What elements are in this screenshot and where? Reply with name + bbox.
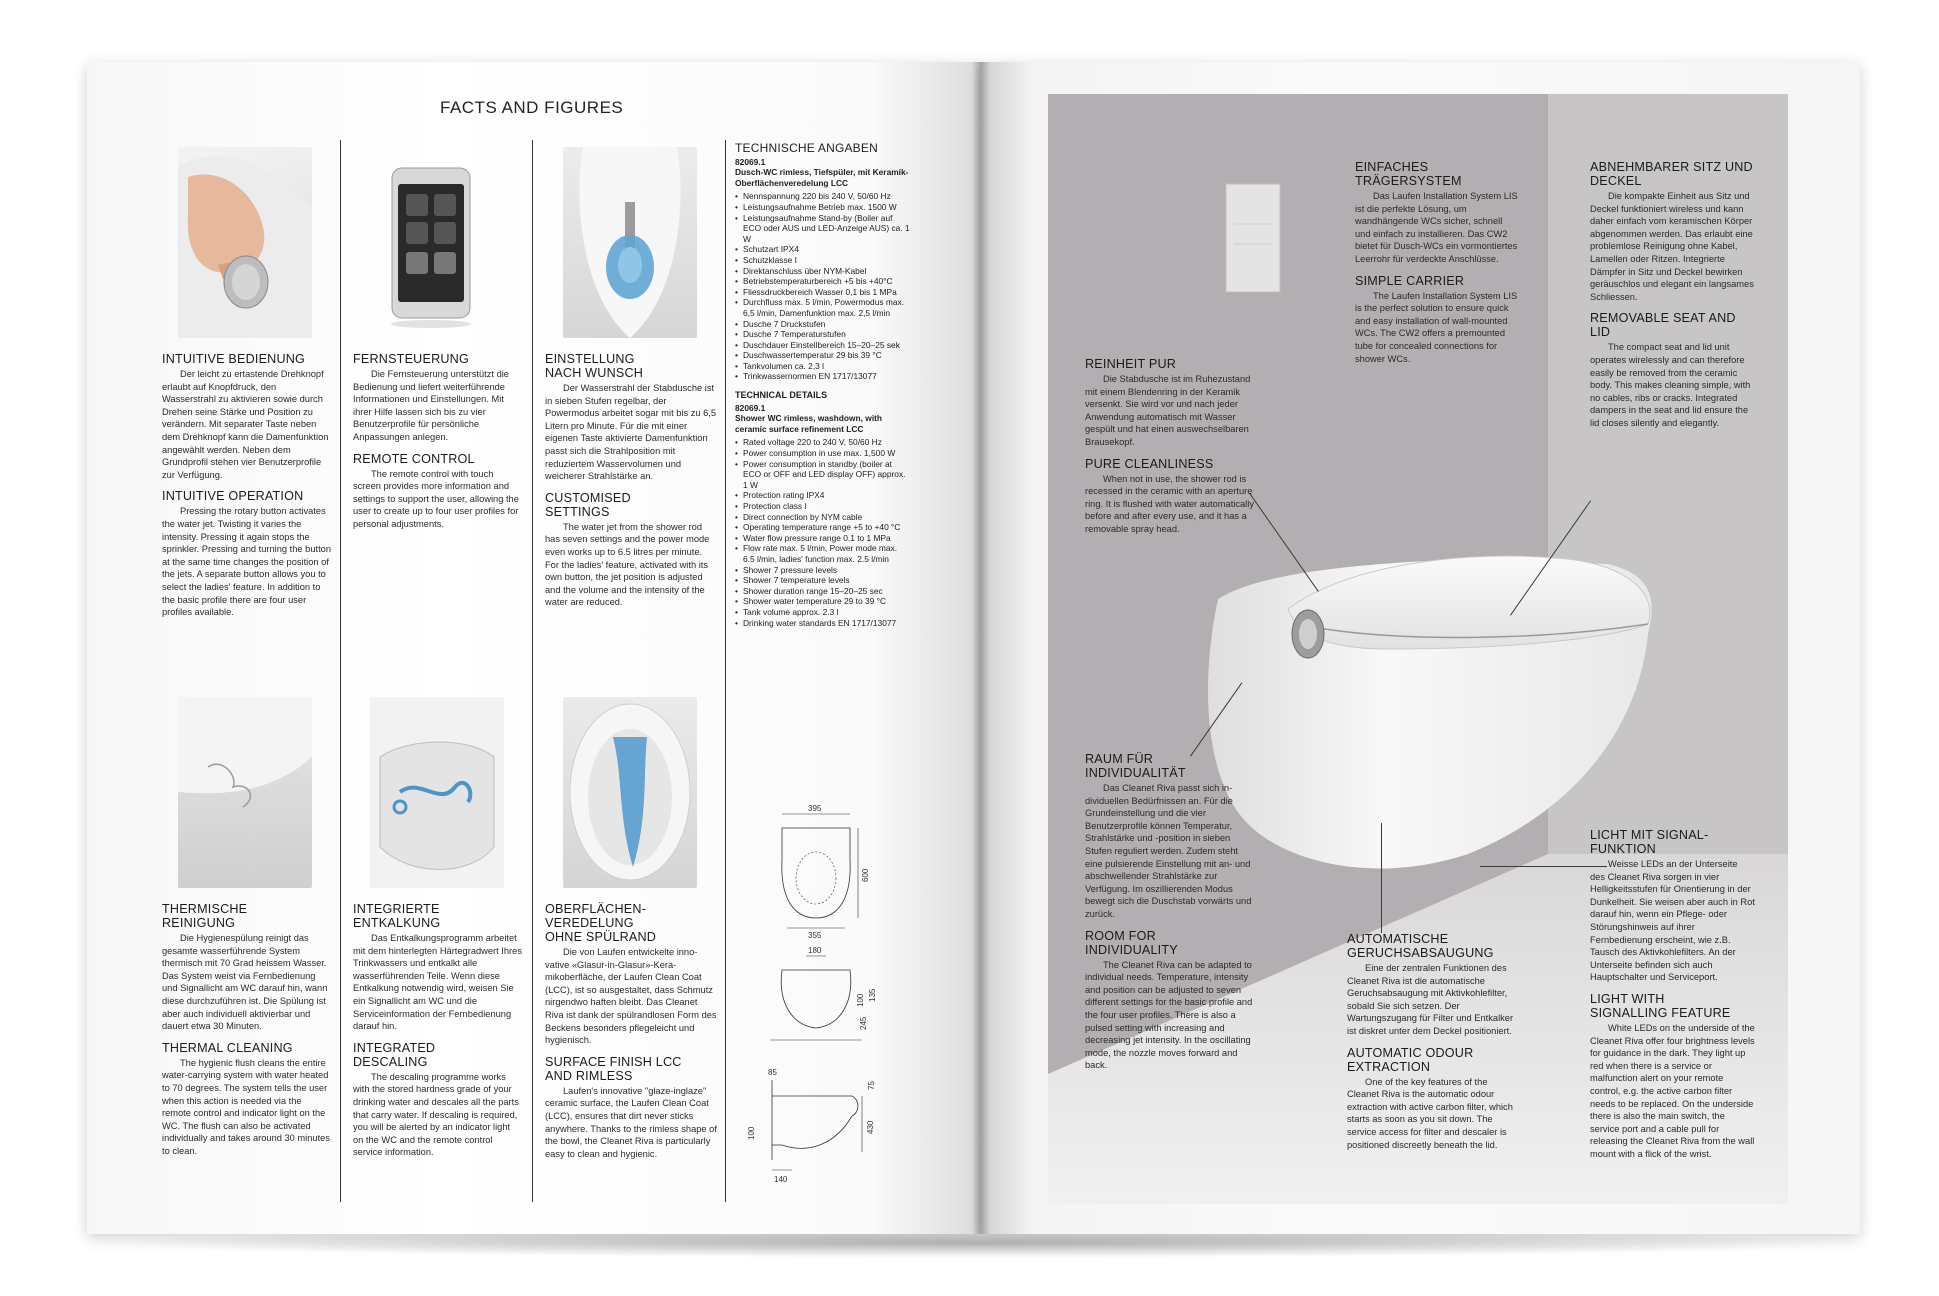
- remote-control-illustration: [370, 160, 490, 330]
- section-heading: THERMISCHE REINIGUNG: [162, 902, 248, 930]
- spec-item: • Leistungsaufnahme Betrieb max. 1500 W: [743, 202, 910, 213]
- section-body: The compact seat and lid unit operates wirelessly and can therefore easily be removed from the ceramic body. This makes cleaning simple, with no cables, ribs or cracks. Integrated dampers in the seat and lid ensure the lid closes silently and elegantly.: [1590, 342, 1751, 428]
- section-heading: LIGHT WITH SIGNALLING FEATURE: [1590, 991, 1731, 1020]
- spec-item: • Direct connection by NYM cable: [743, 512, 910, 523]
- section-heading: LICHT MIT SIGNALFUNKTION: [1590, 828, 1709, 856]
- spec-list-en: [735, 437, 910, 628]
- spec-item: • Flow rate max. 5 l/min, Power mode max. 6.5 l/min, ladies' function max. 2.5 l/min: [743, 543, 910, 564]
- spec-item: • Shower 7 temperature levels: [743, 575, 910, 586]
- section-body: Die Fernsteuerung unterstützt die Bedienung und liefert weiterführende Informationen und Einstellungen. Mit ihrer Hilfe lassen sich bis zu vier Benutzerprofile für persönliche Anpassungen anlegen.: [353, 369, 509, 442]
- spec-item: • Betriebstemperaturbereich +5 bis +40°C: [743, 276, 910, 287]
- section-body: Die von Laufen entwickelte innovative «Glasur-in-Glasur»-Keramikoberfläche, der Laufen Clean Coat (LCC), ist so ausgestaltet, dass Schmutz nirgendwo haften bleibt. Das Cleanet Riva ist dank der spülrandlosen Form des Beckens besonders pflegeleicht und hygienisch.: [545, 947, 717, 1046]
- spec-item: • Duschwassertemperatur 29 bis 39 °C: [743, 350, 910, 361]
- spec-item: • Dusche 7 Druckstufen: [743, 319, 910, 330]
- page-title: FACTS AND FIGURES: [440, 98, 624, 117]
- section-heading: INTEGRIERTE ENTKALKUNG: [353, 902, 441, 930]
- section-body: Die Hygienespülung reinigt das gesamte wasserführende System thermisch mit 70 Grad heissem Wasser. Das System weist via Fernbedienung und Signallicht am WC darauf hin, wann diese durchzuführen ist. Die Spülung ist aber auch individuell aktivierbar und dauert etwa 30 Minuten.: [162, 933, 328, 1032]
- column-divider: [725, 140, 726, 1202]
- dim-430: 430: [866, 1120, 875, 1134]
- section-heading: ABNEHMBARER SITZ UND DECKEL: [1590, 160, 1753, 188]
- tech-heading-de: TECHNISCHE ANGABEN: [735, 141, 878, 155]
- seat-text-block: [1590, 160, 1755, 438]
- section-heading: RAUM FÜR INDIVIDUALITÄT: [1085, 752, 1186, 780]
- spec-item: • Protection rating IPX4: [743, 490, 910, 501]
- section-body: White LEDs on the underside of the Cleanet Riva offer four brightness levels for guidance in the dark. They light up red when there is a service or malfunction alert on your remote control, e.g. the active carbon filter needs to be replaced. On the underside there is also the main switch, the service port and a cable pull for releasing the Cleanet Riva from the wall mount with a flick of the wrist.: [1590, 1022, 1755, 1159]
- rimless-bowl-photo: [563, 697, 697, 888]
- spec-item: • Drinking water standards EN 1717/13077: [743, 618, 910, 629]
- section-heading: SIMPLE CARRIER: [1355, 273, 1465, 288]
- dim-395: 395: [808, 804, 822, 813]
- section-body: Das Laufen Installation System LIS ist die perfekte Lösung, um wandhängende WCs sicher, schnell und einfach zu installieren. Das CW2 bietet für Dusch-WCs ein vormontiertes Leerrohr für verdeckte Anschlüsse.: [1355, 191, 1518, 264]
- section-heading: REMOVABLE SEAT AND LID: [1590, 311, 1736, 340]
- text-column-2: [353, 352, 523, 539]
- section-body: One of the key features of the Cleanet Riva is the automatic odour extraction with active carbon filter, which starts as soon as you sit down. The service access for filter and descaler is positioned discreetly beneath the lid.: [1347, 1076, 1513, 1150]
- spec-item: • Water flow pressure range 0.1 to 1 MPa: [743, 533, 910, 544]
- section-body: Die kompakte Einheit aus Sitz und Deckel funktioniert wireless und kann daher einfach vom keramischen Körper abgenommen werden. Das erlaubt eine problemlose Reinigung ohne Kabel, Lamellen oder Ritzen. Integrierte Dämpfer in Sitz und Deckel bewirken geräuschlos und elegant ein langsames Schliessen.: [1590, 191, 1754, 302]
- section-body: When not in use, the shower rod is recessed in the ceramic with an aperture ring. It is flushed with water automatically before and after every use, and it has a removable spray head.: [1085, 473, 1254, 534]
- spec-item: • Schutzklasse I: [743, 255, 910, 266]
- book-spine: [972, 62, 990, 1234]
- spec-item: • Nennspannung 220 bis 240 V, 50/60 Hz: [743, 191, 910, 202]
- spec-item: • Dusche 7 Temperaturstufen: [743, 329, 910, 340]
- section-heading: THERMAL CLEANING: [162, 1040, 293, 1055]
- thermal-cleaning-photo: [178, 697, 312, 888]
- section-heading: EINSTELLUNG NACH WUNSCH: [545, 352, 644, 380]
- spec-item: • Protection class I: [743, 501, 910, 512]
- spec-item: • Power consumption in standby (boiler at ECO or OFF and LED display OFF) approx. 1 W: [743, 459, 910, 491]
- remote-control-photo: [370, 160, 490, 330]
- flush-plate: [1226, 184, 1280, 292]
- spec-item: • Tankvolumen ca. 2,3 l: [743, 361, 910, 372]
- section-body: Der leicht zu ertastende Drehknopf erlaubt auf Knopfdruck, den Wasserstrahl zu aktivieren sowie durch Drehen seine Stärke und Position zu verändern. Mit separater Taste neben dem Drehknopf kann die Damenfunktion angewählt werden. Neben dem Grundprofil stehen vier Benutzerprofile zur Verfügung.: [162, 369, 329, 480]
- dim-135: 135: [868, 988, 877, 1002]
- spec-item: • Power consumption in use max. 1,500 W: [743, 448, 910, 459]
- text-column-3: [545, 352, 717, 617]
- section-heading: INTUITIVE BEDIENUNG: [162, 352, 306, 366]
- spec-item: • Leistungsaufnahme Stand-by (Boiler auf ECO oder AUS und LED-Anzeige AUS) ca. 1 W: [743, 213, 910, 245]
- leader-line: [1381, 823, 1382, 933]
- section-heading: FERNSTEUERUNG: [353, 352, 469, 366]
- dim-100b: 100: [747, 1126, 756, 1140]
- descaling-illustration: [370, 697, 504, 888]
- light-text-block: [1590, 828, 1755, 1168]
- nozzle-steam-illustration: [178, 697, 312, 888]
- spec-item: • Shower 7 pressure levels: [743, 565, 910, 576]
- section-heading: PURE CLEANLINESS: [1085, 456, 1214, 471]
- section-body: The water jet from the shower rod has seven settings and the power mode even works up to 6.5 litres per minute. For the ladies' feature, activated with its own button, the jet position is adjusted and the volume and the intensity of the water are reduced.: [545, 521, 710, 608]
- spec-item: • Shower water temperature 29 to 39 °C: [743, 596, 910, 607]
- spec-item: • Direktanschluss über NYM-Kabel: [743, 266, 910, 277]
- side-view-drawing: [747, 1068, 876, 1184]
- dim-600: 600: [861, 868, 870, 882]
- section-heading: SURFACE FINISH LCC AND RIMLESS: [545, 1054, 682, 1083]
- carrier-text-block: [1355, 160, 1520, 373]
- section-heading: ROOM FOR INDIVIDUALITY: [1085, 928, 1178, 957]
- top-view-drawing: [782, 804, 870, 940]
- dim-85: 85: [768, 1068, 777, 1077]
- dim-100a: 100: [856, 993, 865, 1007]
- front-view-drawing: [770, 946, 877, 1040]
- section-heading: AUTOMATIC ODOUR EXTRACTION: [1347, 1045, 1474, 1074]
- spec-item: • Durchfluss max. 5 l/min, Powermodus max. 6,5 l/min, Damenfunktion max. 2,5 l/min: [743, 297, 910, 318]
- odour-text-block: [1347, 932, 1517, 1159]
- spec-item: • Trinkwassernormen EN 1717/13077: [743, 371, 910, 382]
- spec-item: • Rated voltage 220 to 240 V, 50/60 Hz: [743, 437, 910, 448]
- rotary-knob-photo: [178, 147, 312, 338]
- product-subtitle-de: Dusch-WC rimless, Tiefspüler, mit Keramik-Oberflächenveredelung LCC: [735, 167, 909, 188]
- dim-180: 180: [808, 946, 822, 955]
- spec-item: • Duschdauer Einstellbereich 15–20–25 sek: [743, 340, 910, 351]
- descaling-photo: [370, 697, 504, 888]
- text-column-2-lower: [353, 902, 523, 1167]
- section-body: Pressing the rotary button activates the water jet. Twisting it varies the intensity. Pressing it again stops the sprinkler. Pressing and turning the button at the same time changes the position of the jets. A separate button allows you to select the ladies' feature. In addition to the basic profile there are four user profiles available.: [162, 506, 331, 618]
- section-body: Das Cleanet Riva passt sich individuellen Bedürfnissen an. Für die Grundeinstellung und die vier Benutzerprofile können Temperatur, Strahlstärke und -position in sieben Stufen reguliert werden. Zudem steht eine pulsierende Einstellung mit an- und abschwellender Strahlstärke zur Verfügung. Im oszillierenden Modus bewegt sich die Duschstab vorwärts und zurück.: [1085, 783, 1252, 919]
- section-heading: REINHEIT PUR: [1085, 357, 1177, 371]
- dim-245: 245: [859, 1016, 868, 1030]
- leader-line: [1480, 866, 1607, 867]
- section-body: Eine der zentralen Funktionen des Cleanet Riva ist die automatische Geruchsabsaugung mit Aktivkohlefilter, sobald Sie sich setzen. Der Wartungszugang für Filter und Entkalker ist diskret unter dem Deckel positioniert.: [1347, 963, 1514, 1036]
- section-heading: CUSTOMISED SETTINGS: [545, 490, 631, 519]
- spec-item: • Operating temperature range +5 to +40 °C: [743, 522, 910, 533]
- tech-heading-en: TECHNICAL DETAILS: [735, 390, 828, 401]
- text-column-1: [162, 352, 332, 627]
- section-heading: OBERFLÄCHENVEREDELUNG OHNE SPÜLRAND: [545, 902, 657, 944]
- section-heading: INTUITIVE OPERATION: [162, 489, 304, 504]
- spec-list-de: [735, 191, 910, 382]
- article-number-de: 82069.1: [735, 156, 766, 167]
- spec-item: • Tank volume approx. 2.3 l: [743, 607, 910, 618]
- section-heading: REMOTE CONTROL: [353, 451, 475, 466]
- section-body: Das Entkalkungsprogramm arbeitet mit dem hinterlegten Härtegradwert Ihres Trinkwassers und entkalkt alle wasserführenden Teile. Wenn diese Entkalkung notwendig wird, weisen Sie ein Signallicht am WC und die Serviceinformation der Fernbedienung darauf hin.: [353, 933, 522, 1032]
- text-column-3-lower: [545, 902, 717, 1168]
- shower-jet-photo: [563, 147, 697, 338]
- spec-item: • Shower duration range 15–20–25 sec: [743, 586, 910, 597]
- section-body: The remote control with touch screen provides more information and settings to support the user, allowing the user to create up to four user profiles for personal adjustments.: [353, 468, 519, 529]
- technical-drawings: [742, 800, 892, 1200]
- section-heading: INTEGRATED DESCALING: [353, 1040, 436, 1069]
- section-body: Der Wasserstrahl der Stabdusche ist in sieben Stufen regelbar, der Powermodus arbeitet sogar mit bis zu 6,5 Litern pro Minute. Für die mit einer eigenen Taste aktivierte Damenfunktion passt sich die Strahlposition mit reduziertem Wasservolumen und weicherer Strahlstärke an.: [545, 383, 717, 482]
- column-divider: [340, 140, 341, 1202]
- section-body: Die Stabdusche ist im Ruhezustand mit einem Blendenring in der Keramik versenkt. Sie wird vor und nach jeder Anwendung automatisch mit Wasser gespült und hat einen auswechselbaren Brausekopf.: [1085, 374, 1251, 447]
- spec-item: • Fliessdruckbereich Wasser 0,1 bis 1 MPa: [743, 287, 910, 298]
- hand-knob-illustration: [178, 147, 312, 338]
- shower-jet-illustration: [563, 147, 697, 338]
- article-number-en: 82069.1: [735, 402, 766, 413]
- section-heading: AUTOMATISCHE GERUCHSABSAUGUNG: [1347, 932, 1494, 960]
- section-body: The hygienic flush cleans the entire water-carrying system with water heated to 70 degrees. The system tells the user when this action is needed via the remote control and indicator light on the WC. The flush can also be activated individually and takes around 30 minutes to clean.: [162, 1057, 330, 1156]
- section-body: Weisse LEDs an der Unterseite des Cleanet Riva sorgen in vier Helligkeitsstufen für Orientierung in der Dunkelheit. Sie weisen aber auch in Rot darauf hin, wenn ein Pflege- oder Störungshinweis auf ihrer Fernbedienung erscheint, wie z.B. Tausch des Aktivkohlefilters. An der Unterseite befinden sich auch Hauptschalter und Serviceport.: [1590, 859, 1755, 983]
- technical-specs: [735, 143, 910, 628]
- cleanliness-text-block: [1085, 357, 1255, 544]
- dim-75: 75: [867, 1081, 876, 1090]
- dim-355: 355: [808, 931, 822, 940]
- section-body: The descaling programme works with the stored hardness grade of your drinking water and descales all the parts that carry water. If descaling is required, you will be alerted by an indicator light on the WC and the remote control service information.: [353, 1071, 519, 1158]
- section-body: Laufen's innovative "glaze-inglaze" ceramic surface, the Laufen Clean Coat (LCC), ensures that dirt never sticks anywhere. Thanks to the rimless shape of the bowl, the Cleanet Riva is particularly easy to clean and hygienic.: [545, 1085, 717, 1159]
- section-body: The Cleanet Riva can be adapted to individual needs. Temperature, intensity and position can be adjusted to seven different settings for the basic profile and the four user profiles. There is also a pulsed setting with increasing and decreasing jet intensity. In the oscillating mode, the nozzle moves forward and back.: [1085, 959, 1253, 1071]
- product-subtitle-en: Shower WC rimless, washdown, with ceramic surface refinement LCC: [735, 413, 883, 434]
- column-divider: [532, 140, 533, 1202]
- dim-140: 140: [774, 1175, 788, 1184]
- text-column-1-lower: [162, 902, 332, 1166]
- section-body: The Laufen Installation System LIS is the perfect solution to ensure quick and easy installation of wall-mounted WCs. The CW2 offers a premounted tube for concealed connections for shower WCs.: [1355, 290, 1518, 364]
- individuality-text-block: [1085, 752, 1255, 1080]
- spec-item: • Schutzart IPX4: [743, 244, 910, 255]
- rimless-bowl-illustration: [563, 697, 697, 888]
- section-heading: EINFACHES TRÄGERSYSTEM: [1355, 160, 1462, 188]
